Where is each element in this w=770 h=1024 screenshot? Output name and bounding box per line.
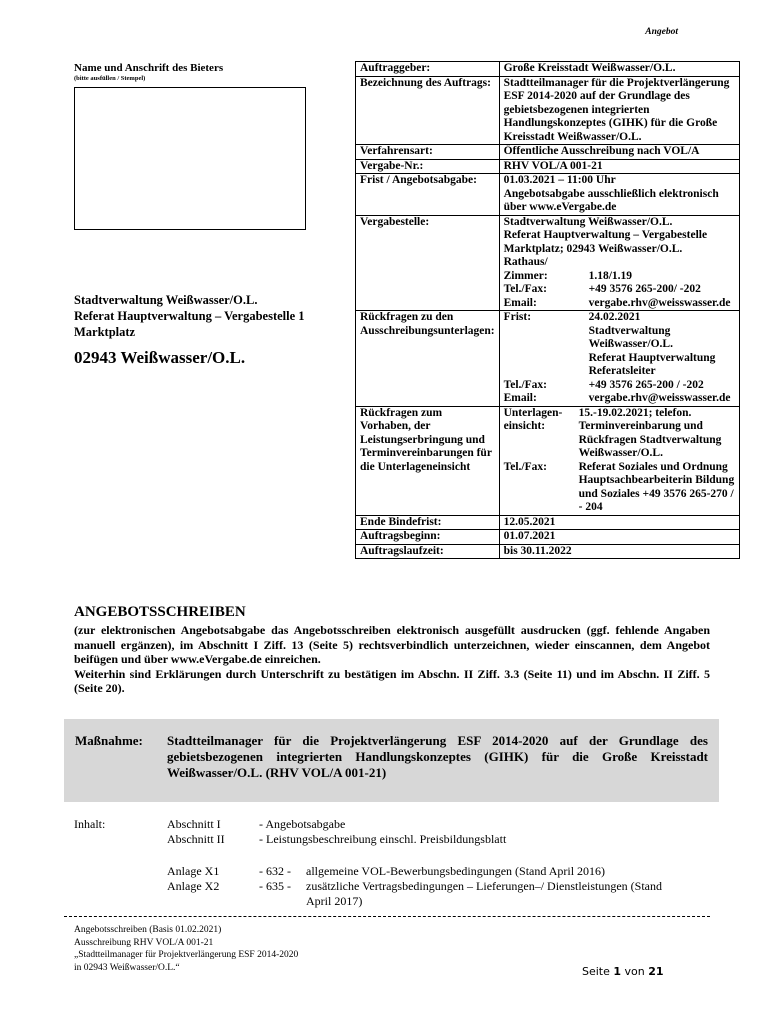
annex-section-2: Anlage X2 — [167, 879, 220, 893]
page-total: 21 — [648, 965, 664, 978]
queries-tel-value: +49 3576 265-200 / -202 — [588, 378, 704, 391]
office-cell — [499, 215, 739, 311]
office-line1: Stadtverwaltung Weißwasser/O.L. — [503, 215, 673, 228]
bidder-title: Name und Anschrift des Bieters — [74, 62, 224, 74]
recipient-line1: Stadtverwaltung Weißwasser/O.L. — [74, 293, 258, 307]
award-number-value: RHV VOL/A 001-21 — [499, 159, 739, 174]
designation-label: Bezeichnung des Auftrags: — [356, 76, 500, 145]
footer-line1: Angebotsschreiben (Basis 01.02.2021) — [74, 925, 222, 935]
project-tel — [504, 461, 735, 515]
page-mid: von — [624, 965, 645, 978]
office-email — [504, 297, 735, 311]
footer-divider — [64, 916, 710, 917]
recipient-line3: Marktplatz — [74, 325, 136, 339]
queries-address-spacer — [504, 325, 589, 379]
letter-intro — [74, 623, 710, 696]
bidder-subtitle: (bitte ausfüllen / Stempel) — [74, 75, 146, 82]
deadline-value: 01.03.2021 – 11:00 Uhr — [503, 174, 616, 186]
office-tel-label: Tel./Fax: — [503, 283, 547, 295]
annex-desc-1: allgemeine VOL-Bewerbungsbedingungen (Stand April 2016) — [306, 864, 606, 878]
table-row — [356, 159, 740, 174]
office-label: Vergabestelle: — [356, 215, 500, 311]
queries-addr2: Weißwasser/O.L. — [588, 338, 673, 350]
table-row — [356, 215, 740, 311]
procedure-label: Verfahrensart: — [356, 145, 500, 160]
procedure-value: Öffentliche Ausschreibung nach VOL/A — [499, 145, 739, 160]
client-label: Auftraggeber: — [356, 62, 500, 77]
table-row — [356, 311, 740, 407]
queries-addr4: Referatsleiter — [588, 365, 656, 377]
project-tel-label: Tel./Fax: — [503, 460, 547, 473]
table-row — [356, 174, 740, 216]
office-room-label: Zimmer: — [503, 269, 548, 282]
deadline-cell — [499, 174, 739, 216]
queries-addr3: Referat Hauptverwaltung — [588, 351, 716, 364]
deadline-label: Frist / Angebotsabgabe: — [356, 174, 500, 216]
queries-tel-label: Tel./Fax: — [503, 378, 547, 391]
contents-section-1: Abschnitt I — [167, 817, 221, 831]
designation-value: Stadtteilmanager für die Projektverlängerung ESF 2014-2020 auf der Grundlage des gebietsbezogenen integrierten Handlungskonzeptes (GIHK) für die Große Kreisstadt Weißwasser/O.L. — [499, 76, 739, 145]
queries-email-label: Email: — [503, 392, 537, 404]
queries-deadline-label: Frist: — [503, 311, 532, 323]
table-row — [356, 62, 740, 77]
table-row — [356, 530, 740, 545]
recipient-line2: Referat Hauptverwaltung – Vergabestelle 1 — [74, 309, 305, 323]
letter-intro-text: (zur elektronischen Angebotsabgabe das Angebotsschreiben elektronisch ausgefüllt ausdrucken (ggf. fehlende Angaben manuell ergänzen), im Abschnitt I Ziff. 13 (Seite 5) rechtsverbindlich unterzeichnen, wieder einscannen, dem Angebot beifügen und über www.eVergabe.de einreichen. — [74, 623, 710, 666]
project-docs — [504, 407, 735, 461]
contents-section-2: Abschnitt II — [167, 832, 225, 846]
queries-email — [504, 392, 735, 406]
office-email-label: Email: — [503, 296, 537, 309]
start-label: Auftragsbeginn: — [356, 530, 500, 545]
recipient-city: 02943 Weißwasser/O.L. — [74, 348, 246, 367]
binding-value: 12.05.2021 — [499, 515, 739, 530]
queries-cell — [499, 311, 739, 407]
duration-label: Auftragslaufzeit: — [356, 544, 500, 559]
letter-intro-text-2: Weiterhin sind Erklärungen durch Unterschrift zu bestätigen im Abschn. II Ziff. 3.3 (Seite 11) und im Abschn. II Ziff. 5 (Seite 20). — [74, 666, 710, 695]
office-tel-value: +49 3576 265-200/ -202 — [588, 283, 701, 295]
table-row — [356, 515, 740, 530]
queries-tel — [504, 379, 735, 393]
measure-text: Stadtteilmanager für die Projektverlängerung ESF 2014-2020 auf der Grundlage des gebietsbezogenen integrierten Handlungskonzeptes (GIHK) für die Große Kreisstadt Weißwasser/O.L. (RHV VOL/A 001-21) — [167, 733, 708, 780]
measure-label: Maßnahme: — [75, 733, 143, 748]
footer-line3: „Stadtteilmanager für Projektverlängerung ESF 2014-2020 — [74, 950, 299, 960]
queries-deadline-value: 24.02.2021 — [588, 311, 641, 323]
contents-desc-2: - Leistungsbeschreibung einschl. Preisbildungsblatt — [259, 832, 507, 846]
footer — [74, 924, 298, 974]
bidder-stamp-box[interactable] — [74, 87, 306, 230]
client-value: Große Kreisstadt Weißwasser/O.L. — [499, 62, 739, 77]
page-number — [582, 965, 664, 978]
award-number-label: Vergabe-Nr.: — [356, 159, 500, 174]
table-row — [356, 544, 740, 559]
office-email-value[interactable]: vergabe.rhv@weisswasser.de — [588, 296, 731, 309]
annex-desc-2: zusätzliche Vertragsbedingungen – Lieferungen–/ Dienstleistungen (Stand April 2017) — [306, 879, 663, 908]
annex-section-1: Anlage X1 — [167, 864, 220, 878]
office-room — [504, 270, 735, 284]
project-docs-value: 15.-19.02.2021; telefon. Terminvereinbarung und Rückfragen Stadtverwaltung Weißwasser/O.L. — [578, 406, 722, 459]
queries-addr1: Stadtverwaltung — [588, 324, 671, 337]
deadline-note: Angebotsabgabe ausschließlich elektronisch über www.eVergabe.de — [503, 187, 719, 213]
office-line4: Rathaus/ — [503, 256, 548, 268]
page-prefix: Seite — [582, 965, 610, 978]
contents-label: Inhalt: — [74, 817, 106, 831]
queries-address-lines — [589, 325, 735, 379]
project-queries-label: Rückfragen zum Vorhaben, der Leistungserbringung und Terminvereinbarungen für die Unterlageneinsicht — [356, 406, 500, 515]
office-room-value: 1.18/1.19 — [588, 269, 633, 282]
table-row — [356, 406, 740, 515]
office-tel — [504, 283, 735, 297]
project-queries-cell — [499, 406, 739, 515]
binding-label: Ende Bindefrist: — [356, 515, 500, 530]
footer-line4: in 02943 Weißwasser/O.L.“ — [74, 962, 180, 973]
queries-deadline — [504, 311, 735, 325]
office-line2: Referat Hauptverwaltung – Vergabestelle — [503, 229, 708, 241]
project-docs-label: Unterlagen-einsicht: — [503, 406, 563, 432]
page-current: 1 — [613, 965, 622, 978]
table-row — [356, 145, 740, 160]
table-row — [356, 76, 740, 145]
annex-number-2: - 635 - — [259, 879, 291, 893]
contents-desc-1: - Angebotsabgabe — [259, 817, 346, 831]
annex-number-1: - 632 - — [259, 864, 291, 878]
letter-heading: ANGEBOTSSCHREIBEN — [74, 604, 246, 620]
queries-label: Rückfragen zu den Ausschreibungsunterlagen: — [356, 311, 500, 407]
office-line3: Marktplatz; 02943 Weißwasser/O.L. — [503, 242, 683, 255]
queries-address — [504, 325, 735, 379]
tender-info-table — [355, 61, 740, 559]
queries-email-value[interactable]: vergabe.rhv@weisswasser.de — [588, 392, 731, 404]
start-value: 01.07.2021 — [499, 530, 739, 545]
footer-line2: Ausschreibung RHV VOL/A 001-21 — [74, 937, 214, 948]
document-type-header: Angebot — [645, 27, 678, 37]
duration-value: bis 30.11.2022 — [499, 544, 739, 559]
recipient-address — [74, 292, 305, 366]
project-tel-value: Referat Soziales und Ordnung Hauptsachbearbeiterin Bildung und Soziales +49 3576 265-270 / - 204 — [578, 460, 735, 513]
